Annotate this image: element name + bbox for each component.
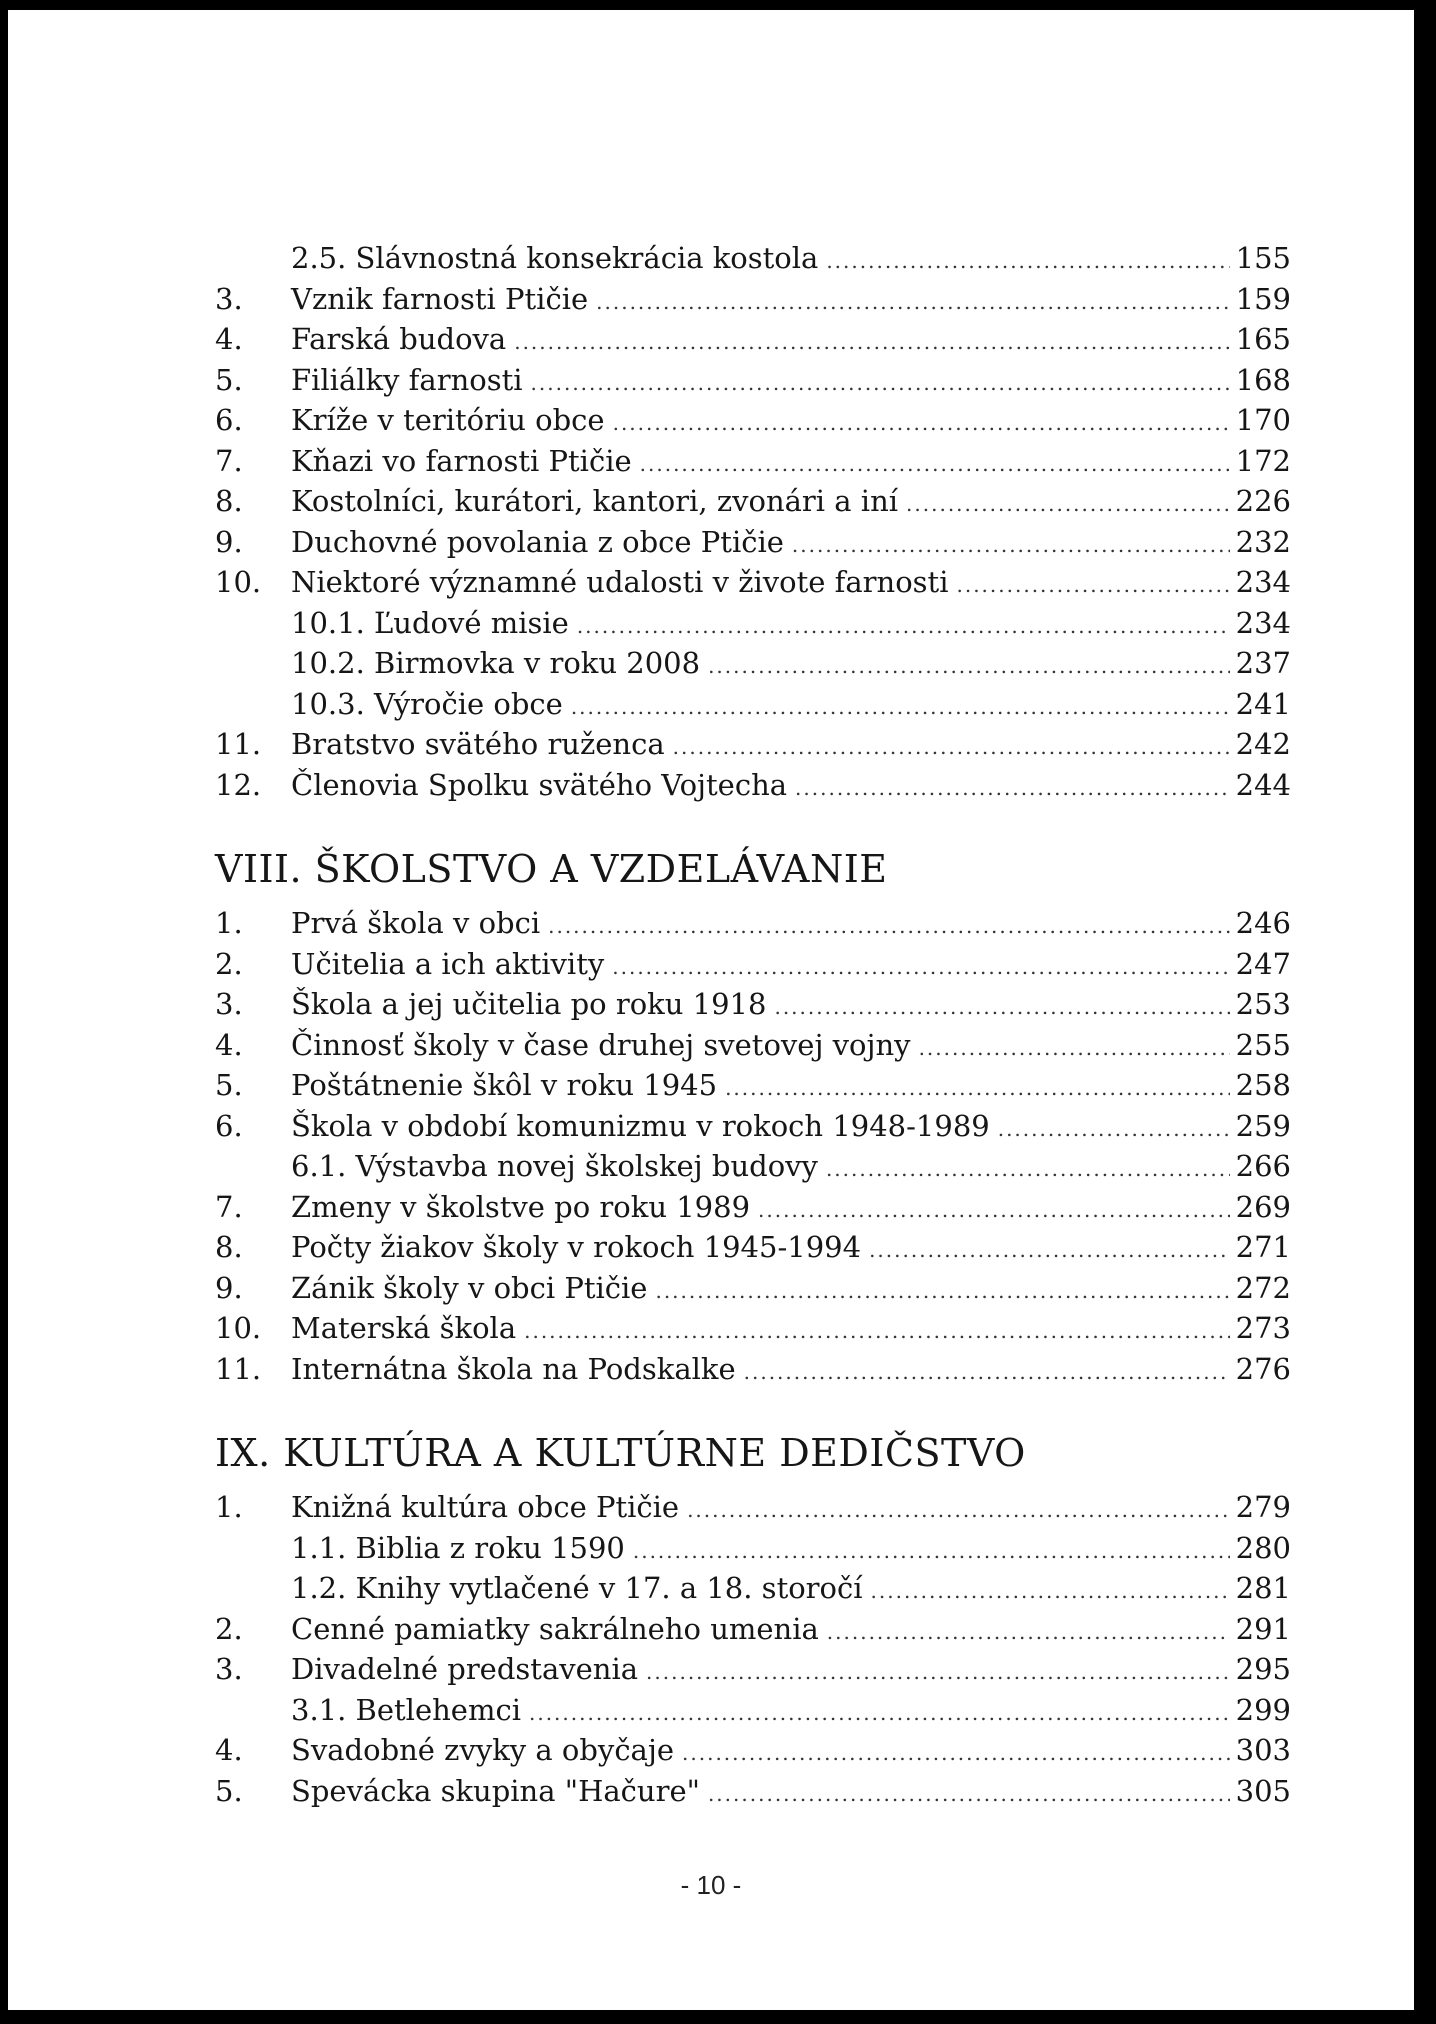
dot-leader	[633, 1531, 1230, 1572]
toc-entry-page: 155	[1235, 241, 1291, 275]
toc-entry-number: 7.	[215, 443, 243, 478]
toc-entry	[215, 1065, 1291, 1106]
toc-entry-title: Filiálky farnosti	[291, 362, 523, 397]
toc-entry-title: 1.1. Biblia z roku 1590	[291, 1530, 625, 1565]
toc-entry-number: 4.	[215, 1027, 243, 1062]
toc-entry-title: Bratstvo svätého ruženca	[291, 727, 665, 761]
toc-entry-number: 1.	[215, 906, 243, 940]
toc-entry	[215, 481, 1291, 522]
toc-entry	[215, 1308, 1291, 1349]
dot-leader	[871, 1571, 1230, 1612]
toc-subentry	[215, 603, 1291, 644]
toc-subentry	[215, 1146, 1291, 1187]
dot-leader	[531, 363, 1230, 404]
toc-entry	[215, 1730, 1291, 1771]
toc-entry-page: 237	[1235, 646, 1291, 680]
toc-entry-number: 9.	[215, 524, 243, 559]
toc-entry	[215, 1187, 1291, 1228]
dot-leader	[792, 525, 1230, 566]
toc-entry-number: 6.	[215, 403, 243, 437]
toc-entry	[215, 319, 1291, 360]
toc-subentry	[215, 238, 1291, 279]
toc-entry-number: 2.	[215, 1611, 243, 1646]
toc-entry-page: 242	[1235, 727, 1291, 761]
toc-subentry	[215, 1528, 1291, 1569]
dot-leader	[774, 987, 1229, 1028]
toc-entry	[215, 765, 1291, 806]
toc-entry	[215, 441, 1291, 482]
toc-entry-page: 269	[1235, 1189, 1291, 1224]
toc-entry-page: 172	[1235, 443, 1291, 478]
dot-leader	[612, 947, 1229, 988]
dot-leader	[869, 1230, 1230, 1271]
toc-entry	[215, 562, 1291, 603]
toc-entry-title: 10.3. Výročie obce	[291, 686, 563, 721]
toc-entry-page: 226	[1235, 484, 1291, 518]
dot-leader	[655, 1271, 1229, 1312]
toc-entry-page: 271	[1235, 1230, 1291, 1264]
toc-entry-page: 258	[1235, 1068, 1291, 1102]
toc-entry-title: Škola a jej učitelia po roku 1918	[291, 987, 767, 1021]
dot-leader	[708, 1774, 1230, 1815]
toc-entry	[215, 1025, 1291, 1066]
toc-entry-page: 234	[1235, 605, 1291, 640]
dot-leader	[708, 646, 1230, 687]
toc-entry-number: 8.	[215, 1230, 243, 1264]
toc-entry-page: 280	[1235, 1530, 1291, 1565]
toc-entry-page: 244	[1235, 767, 1291, 802]
toc-entry	[215, 1649, 1291, 1690]
dot-leader	[758, 1190, 1230, 1231]
toc-entry-number: 3.	[215, 1652, 243, 1686]
toc-entry-number: 4.	[215, 322, 243, 356]
toc-entry-page: 279	[1235, 1490, 1291, 1524]
toc-entry-number: 12.	[215, 767, 262, 802]
toc-entry-title: Škola v období komunizmu v rokoch 1948-1989	[291, 1108, 990, 1143]
toc-entry	[215, 360, 1291, 401]
toc-entry-page: 281	[1235, 1571, 1291, 1605]
toc-entry-title: Zmeny v školstve po roku 1989	[291, 1189, 751, 1224]
toc-entry-title: Prvá škola v obci	[291, 906, 541, 940]
toc-entry	[215, 1349, 1291, 1390]
table-of-contents	[215, 238, 1291, 1811]
toc-entry-number: 5.	[215, 1068, 243, 1102]
dot-leader	[524, 1311, 1230, 1352]
toc-entry-page: 246	[1235, 906, 1291, 940]
toc-entry-number: 3.	[215, 987, 243, 1021]
dot-leader	[795, 768, 1230, 809]
toc-entry-page: 165	[1235, 322, 1291, 356]
dot-leader	[577, 606, 1230, 647]
toc-entry	[215, 1487, 1291, 1528]
section-heading: IX. KULTÚRA A KULTÚRNE DEDIČSTVO	[215, 1431, 1026, 1475]
dot-leader	[725, 1068, 1230, 1109]
toc-entry-page: 305	[1235, 1773, 1291, 1808]
toc-entry	[215, 984, 1291, 1025]
toc-entry-title: Niektoré významné udalosti v živote farnosti	[291, 565, 949, 599]
toc-entry-title: Internátna škola na Podskalke	[291, 1351, 736, 1386]
toc-entry-title: Divadelné predstavenia	[291, 1652, 639, 1686]
toc-subentry	[215, 643, 1291, 684]
toc-entry-page: 259	[1235, 1108, 1291, 1143]
toc-entry-title: Svadobné zvyky a obyčaje	[291, 1733, 675, 1767]
dot-leader	[919, 1028, 1230, 1069]
toc-entry-title: Farská budova	[291, 322, 507, 356]
toc-entry-page: 273	[1235, 1311, 1291, 1345]
toc-entry-title: Počty žiakov školy v rokoch 1945-1994	[291, 1230, 862, 1264]
toc-entry-number: 10.	[215, 565, 262, 599]
toc-entry-page: 168	[1235, 362, 1291, 397]
toc-entry-title: Materská škola	[291, 1311, 517, 1345]
toc-entry	[215, 522, 1291, 563]
dot-leader	[682, 1733, 1230, 1774]
toc-entry-title: 3.1. Betlehemci	[291, 1692, 521, 1727]
toc-entry-number: 10.	[215, 1311, 262, 1345]
toc-entry	[215, 1106, 1291, 1147]
toc-entry-page: 255	[1235, 1027, 1291, 1062]
toc-entry-title: 10.2. Birmovka v roku 2008	[291, 646, 701, 680]
toc-entry	[215, 1609, 1291, 1650]
toc-entry-title: 1.2. Knihy vytlačené v 17. a 18. storočí	[291, 1571, 863, 1605]
dot-leader	[646, 1652, 1230, 1693]
toc-entry	[215, 1227, 1291, 1268]
toc-entry-number: 5.	[215, 362, 243, 397]
toc-entry-number: 1.	[215, 1490, 243, 1524]
toc-entry-number: 11.	[215, 1351, 262, 1386]
toc-entry-title: Kríže v teritóriu obce	[291, 403, 605, 437]
toc-entry-title: Cenné pamiatky sakrálneho umenia	[291, 1611, 819, 1646]
toc-subentry	[215, 1568, 1291, 1609]
toc-entry-title: Činnosť školy v čase druhej svetovej vojny	[291, 1027, 911, 1062]
toc-entry-page: 247	[1235, 946, 1291, 981]
toc-entry-page: 241	[1235, 686, 1291, 721]
toc-entry	[215, 724, 1291, 765]
toc-entry-title: Vznik farnosti Ptičie	[291, 281, 589, 316]
dot-leader	[826, 1149, 1230, 1190]
toc-entry-number: 8.	[215, 484, 243, 518]
toc-entry-title: Učitelia a ich aktivity	[291, 946, 605, 981]
dot-leader	[596, 282, 1230, 323]
toc-entry-page: 170	[1235, 403, 1291, 437]
dot-leader	[998, 1109, 1230, 1150]
toc-subentry	[215, 684, 1291, 725]
toc-entry-title: Členovia Spolku svätého Vojtecha	[291, 767, 788, 802]
toc-entry-number: 11.	[215, 727, 262, 761]
toc-entry	[215, 400, 1291, 441]
dot-leader	[956, 565, 1229, 606]
dot-leader	[514, 322, 1229, 363]
toc-entry-page: 159	[1235, 281, 1291, 316]
toc-entry-page: 234	[1235, 565, 1291, 599]
toc-entry-number: 4.	[215, 1733, 243, 1767]
toc-entry-title: Kostolníci, kurátori, kantori, zvonári a iní	[291, 484, 899, 518]
dot-leader	[640, 444, 1230, 485]
toc-entry-title: Kňazi vo farnosti Ptičie	[291, 443, 632, 478]
toc-entry-number: 2.	[215, 946, 243, 981]
toc-entry	[215, 944, 1291, 985]
dot-leader	[613, 403, 1230, 444]
toc-entry	[215, 1771, 1291, 1812]
toc-entry-page: 276	[1235, 1351, 1291, 1386]
dot-leader	[687, 1490, 1230, 1531]
dot-leader	[673, 727, 1230, 768]
toc-entry-number: 9.	[215, 1270, 243, 1305]
toc-entry-number: 7.	[215, 1189, 243, 1224]
toc-entry-title: 2.5. Slávnostná konsekrácia kostola	[291, 241, 819, 275]
toc-entry-title: Knižná kultúra obce Ptičie	[291, 1490, 680, 1524]
toc-entry-title: Duchovné povolania z obce Ptičie	[291, 524, 784, 559]
page-number: - 10 -	[680, 1870, 742, 1900]
dot-leader	[548, 906, 1230, 947]
toc-entry-number: 6.	[215, 1108, 243, 1143]
toc-entry	[215, 903, 1291, 944]
toc-entry-page: 303	[1235, 1733, 1291, 1767]
toc-entry-page: 266	[1235, 1149, 1291, 1183]
dot-leader	[827, 1612, 1230, 1653]
toc-entry-title: Spevácka skupina "Hačure"	[291, 1773, 700, 1808]
toc-subentry	[215, 1690, 1291, 1731]
toc-entry-title: Poštátnenie škôl v roku 1945	[291, 1068, 718, 1102]
document-page	[8, 10, 1414, 2010]
dot-leader	[826, 241, 1229, 282]
dot-leader	[571, 687, 1230, 728]
toc-entry-number: 5.	[215, 1773, 243, 1808]
toc-entry-title: 10.1. Ľudové misie	[291, 605, 569, 640]
toc-entry-number: 3.	[215, 281, 243, 316]
toc-entry-page: 291	[1235, 1611, 1291, 1646]
toc-entry-page: 272	[1235, 1270, 1291, 1305]
dot-leader	[906, 484, 1230, 525]
section-heading: VIII. ŠKOLSTVO A VZDELÁVANIE	[215, 847, 888, 891]
dot-leader	[744, 1352, 1230, 1393]
toc-entry	[215, 1268, 1291, 1309]
toc-entry-title: 6.1. Výstavba novej školskej budovy	[291, 1149, 818, 1183]
toc-entry-title: Zánik školy v obci Ptičie	[291, 1270, 648, 1305]
toc-entry-page: 299	[1235, 1692, 1291, 1727]
toc-entry-page: 232	[1235, 524, 1291, 559]
toc-entry	[215, 279, 1291, 320]
toc-entry-page: 253	[1235, 987, 1291, 1021]
toc-entry-page: 295	[1235, 1652, 1291, 1686]
dot-leader	[529, 1693, 1230, 1734]
